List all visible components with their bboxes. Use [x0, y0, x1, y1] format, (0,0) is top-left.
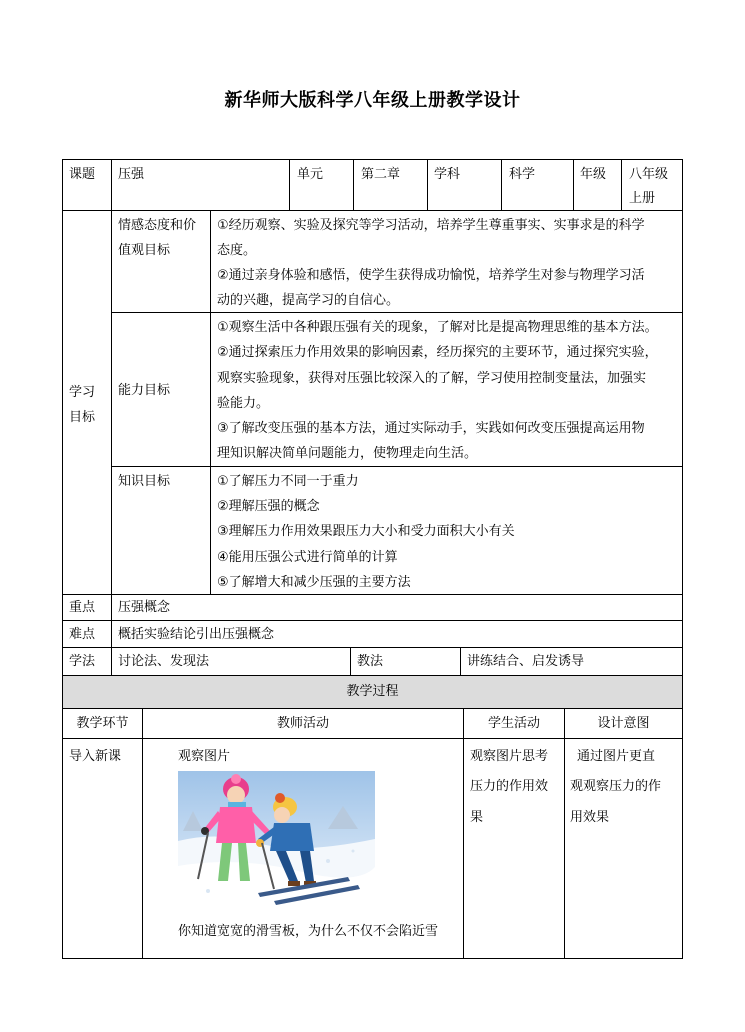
teaching-method-label: 教法: [357, 654, 384, 669]
grade-value-line1: 八年级: [629, 167, 669, 182]
process-header: 教学过程: [346, 684, 399, 699]
knowledge-goal-line: ②理解压强的概念: [217, 499, 320, 514]
stage-cell: 导入新课: [69, 749, 122, 764]
unit-label: 单元: [297, 167, 324, 182]
objectives-label-line2: 目标: [69, 410, 96, 425]
emotional-goal-line: 动的兴趣，提高学习的自信心。: [217, 293, 400, 308]
skiing-children-illustration: [178, 771, 375, 907]
design-intent-line: 观观察压力的作: [570, 779, 662, 794]
knowledge-goal-line: ③理解压力作用效果跟压力大小和受力面积大小有关: [217, 524, 515, 539]
knowledge-goal-line: ④能用压强公式进行简单的计算: [217, 550, 398, 565]
learning-method-label: 学法: [69, 654, 96, 669]
difficulty-label: 难点: [69, 627, 96, 642]
subject-value: 科学: [509, 167, 536, 182]
student-activity-line: 果: [470, 810, 484, 825]
knowledge-goal-label: 知识目标: [118, 474, 171, 489]
design-intent-line: 通过图片更直: [577, 749, 656, 764]
ability-goal-line: 验能力。: [217, 396, 270, 411]
knowledge-goal-line: ⑤了解增大和减少压强的主要方法: [217, 575, 411, 590]
design-intent-line: 用效果: [570, 810, 610, 825]
subject-label: 学科: [434, 167, 461, 182]
col-header-stage: 教学环节: [76, 716, 129, 731]
learning-method-value: 讨论法、发现法: [118, 654, 210, 669]
col-header-intent: 设计意图: [597, 716, 650, 731]
emotional-goal-label-line1: 情感态度和价: [118, 218, 197, 233]
unit-value: 第二章: [361, 167, 401, 182]
ability-goal-line: ③了解改变压强的基本方法，通过实际动手，实践如何改变压强提高运用物: [217, 421, 645, 436]
teacher-activity-line: 观察图片: [178, 749, 231, 764]
emotional-goal-line: 态度。: [217, 243, 257, 258]
ability-goal-line: 理知识解决简单问题能力，使物理走向生活。: [217, 446, 478, 461]
ability-goal-label: 能力目标: [118, 383, 171, 398]
document-title: 新华师大版科学八年级上册教学设计: [224, 90, 521, 111]
col-header-teacher: 教师活动: [276, 716, 329, 731]
knowledge-goal-line: ①了解压力不同一于重力: [217, 474, 359, 489]
teaching-method-value: 讲练结合、启发诱导: [467, 654, 585, 669]
key-point-value: 压强概念: [118, 600, 171, 615]
emotional-goal-line: ②通过亲身体验和感悟，使学生获得成功愉悦，培养学生对参与物理学习活: [217, 268, 645, 283]
topic-label: 课题: [69, 167, 96, 182]
objectives-label-line1: 学习: [69, 385, 96, 400]
ability-goal-line: ②通过探索压力作用效果的影响因素，经历探究的主要环节，通过探究实验，: [217, 345, 658, 360]
student-activity-line: 观察图片思考: [470, 749, 549, 764]
emotional-goal-line: ①经历观察、实验及探究等学习活动，培养学生尊重事实、实事求是的科学: [217, 218, 645, 233]
grade-label: 年级: [580, 167, 607, 182]
col-header-student: 学生活动: [487, 716, 540, 731]
topic-value: 压强: [118, 167, 145, 182]
ability-goal-line: ①观察生活中各种跟压强有关的现象，了解对比是提高物理思维的基本方法。: [217, 320, 658, 335]
difficulty-value: 概括实验结论引出压强概念: [118, 627, 275, 642]
student-activity-line: 压力的作用效: [470, 779, 549, 794]
grade-value-line2: 上册: [629, 191, 656, 206]
ability-goal-line: 观察实验现象，获得对压强比较深入的了解，学习使用控制变量法，加强实: [217, 371, 647, 386]
key-point-label: 重点: [69, 600, 96, 615]
emotional-goal-label-line2: 值观目标: [118, 243, 171, 258]
teacher-activity-line: 你知道宽宽的滑雪板，为什么不仅不会陷近雪: [178, 924, 439, 939]
